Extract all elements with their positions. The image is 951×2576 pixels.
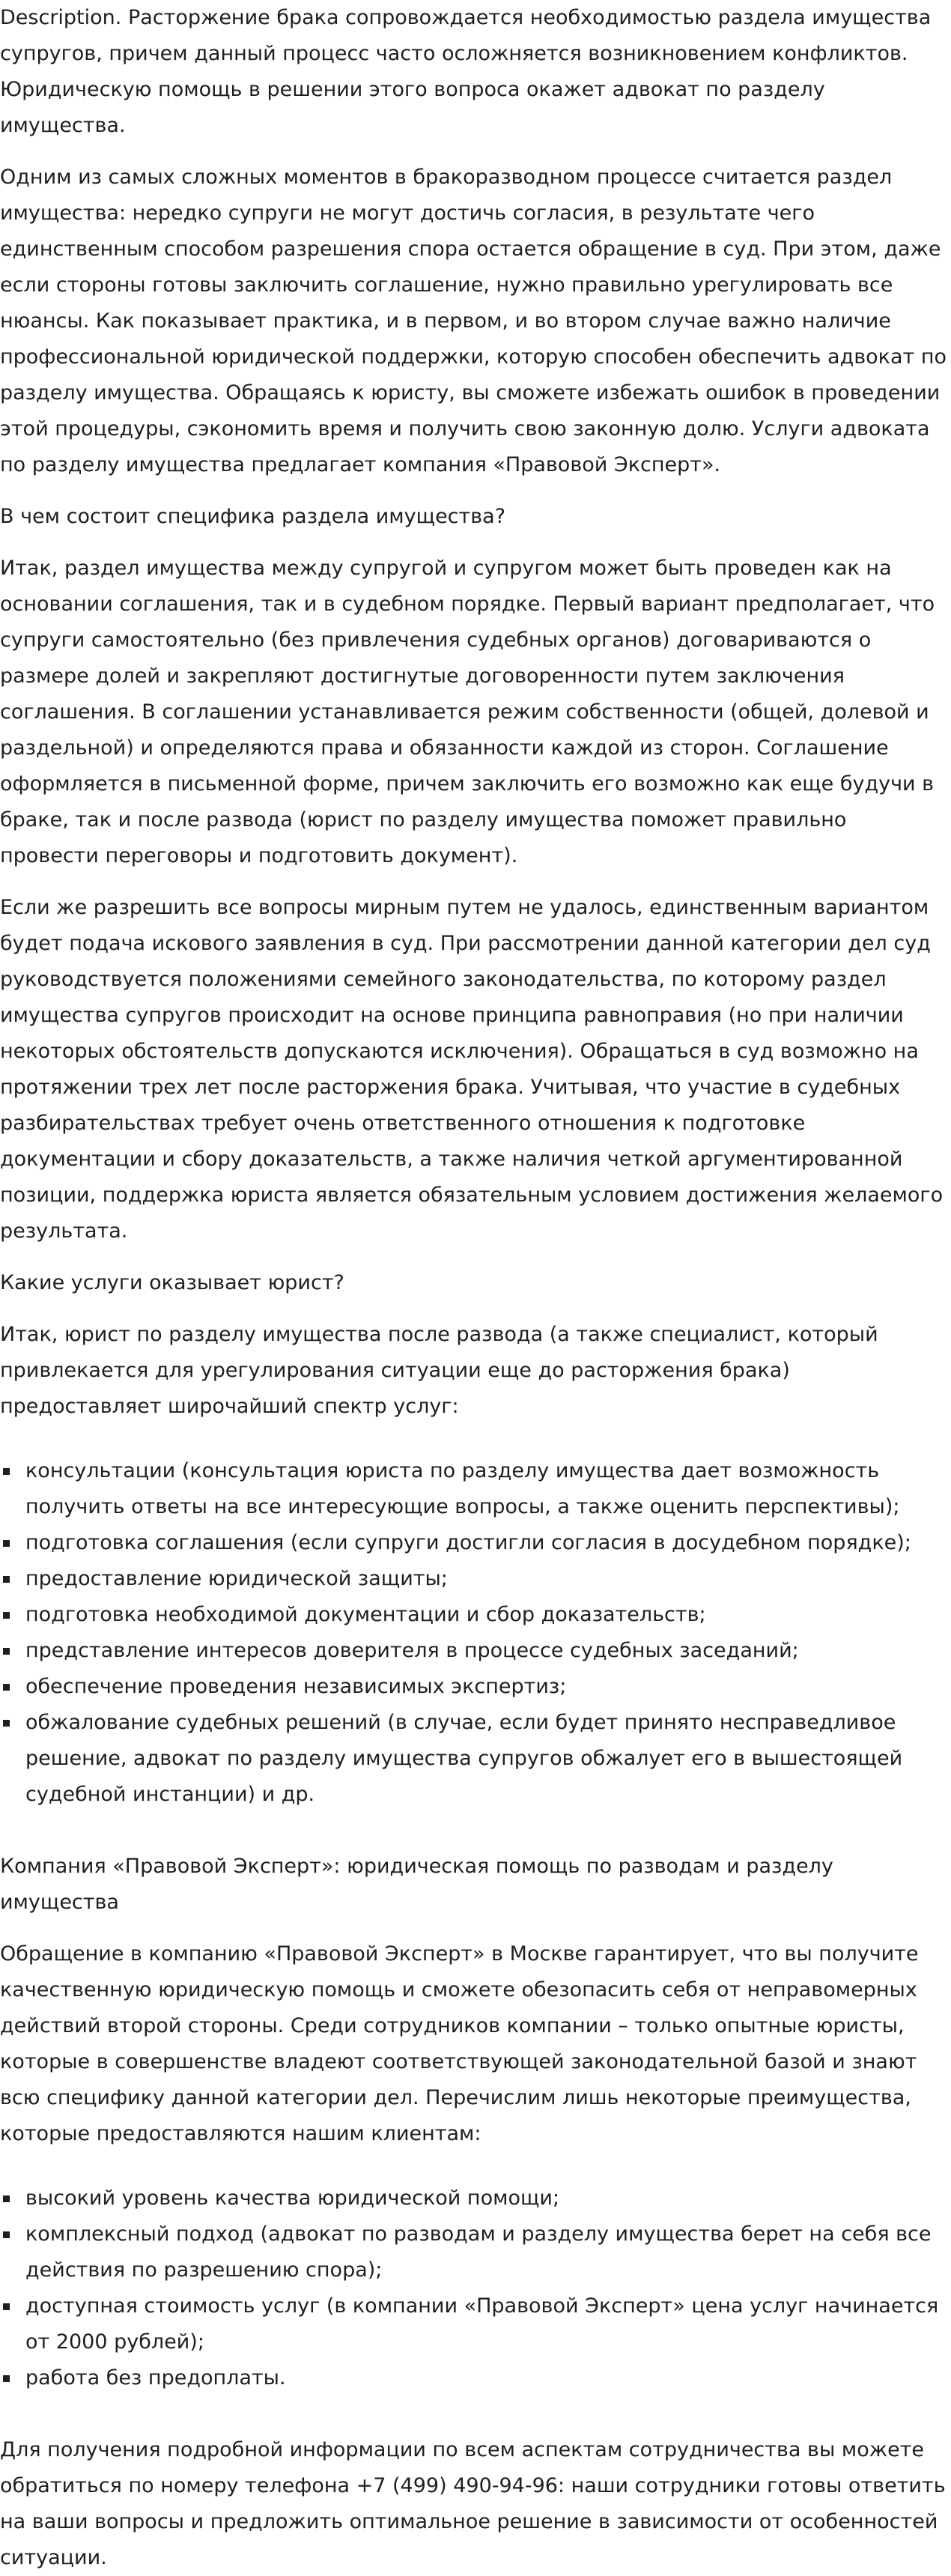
court-paragraph: Если же разрешить все вопросы мирным путем не удалось, единственным вариантом будет подача искового заявления в суд. При рассмотрении данной категории дел суд руководствуется положениями семейного законодательства, по которому раздел имущества супругов происходит на основе принципа равноправия (но при наличии некоторых обстоятельств допускаются исключения). Обращаться в суд возможно на протяжении трех лет после расторжения брака. Учитывая, что участие в судебных разбирательствах требует очень ответственного отношения к подготовке документации и сбору доказательств, а также наличия четкой аргументированной позиции, поддержка юриста является обязательным условием достижения желаемого результата. <box>0 896 944 1243</box>
list-item: обжалование судебных решений (в случае, если будет принято несправедливое решение, адвокат по разделу имущества супругов обжалует его в вышестоящей судебной инстанции) и др. <box>0 1705 951 1813</box>
list-item: консультации (консультация юриста по разделу имущества дает возможность получить ответы на все интересующие вопросы, а также оценить перспективы); <box>0 1453 951 1525</box>
contact-paragraph: Для получения подробной информации по всем аспектам сотрудничества вы можете обратиться по номеру телефона +7 (499) 490-94-96: наши сотрудники готовы ответить на ваши вопросы и предложить оптимальное решение в зависимости от особенностей ситуации. <box>0 2438 946 2569</box>
section-heading-specifics: В чем состоит специфика раздела имущества? <box>0 505 506 528</box>
section-heading-company: Компания «Правовой Эксперт»: юридическая помощь по разводам и разделу имущества <box>0 1855 833 1914</box>
agreement-paragraph: Итак, раздел имущества между супругой и супругом может быть проведен как на основании соглашения, так и в судебном порядке. Первый вариант предполагает, что супруги самостоятельно (без привлечения судебных органов) договариваются о размере долей и закрепляют достигнутые договоренности путем заключения соглашения. В соглашении устанавливается режим собственности (общей, долевой и раздельной) и определяются права и обязанности каждой из сторон. Соглашение оформляется в письменной форме, причем заключить его возможно как еще будучи в браке, так и после развода (юрист по разделу имущества поможет правильно провести переговоры и подготовить документ). <box>0 557 935 867</box>
advantages-list <box>0 2180 951 2396</box>
list-item: предоставление юридической защиты; <box>0 1561 951 1597</box>
services-intro-paragraph: Итак, юрист по разделу имущества после развода (а также специалист, который привлекается для урегулирования ситуации еще до расторжения брака) предоставляет широчайший спектр услуг: <box>0 1323 878 1418</box>
list-item: доступная стоимость услуг (в компании «Правовой Эксперт» цена услуг начинается от 2000 рублей); <box>0 2288 951 2360</box>
company-paragraph: Обращение в компанию «Правовой Эксперт» в Москве гарантирует, что вы получите качественную юридическую помощь и сможете обезопасить себя от неправомерных действий второй стороны. Среди сотрудников компании – только опытные юристы, которые в совершенстве владеют соответствующей законодательной базой и знают всю специфику данной категории дел. Перечислим лишь некоторые преимущества, которые предоставляются нашим клиентам: <box>0 1942 919 2145</box>
list-item: подготовка необходимой документации и сбор доказательств; <box>0 1597 951 1633</box>
description-paragraph: Description. Расторжение брака сопровождается необходимостью раздела имущества супругов, причем данный процесс часто осложняется возникновением конфликтов. Юридическую помощь в решении этого вопроса окажет адвокат по разделу имущества. <box>0 6 932 137</box>
list-item: работа без предоплаты. <box>0 2360 951 2396</box>
list-item: представление интересов доверителя в процессе судебных заседаний; <box>0 1633 951 1669</box>
list-item: комплексный подход (адвокат по разводам и разделу имущества берет на себя все действия по разрешению спора); <box>0 2216 951 2288</box>
section-heading-services: Какие услуги оказывает юрист? <box>0 1271 344 1294</box>
list-item: высокий уровень качества юридической помощи; <box>0 2180 951 2216</box>
list-item: обеспечение проведения независимых экспертиз; <box>0 1669 951 1705</box>
intro-paragraph: Одним из самых сложных моментов в бракоразводном процессе считается раздел имущества: нередко супруги не могут достичь согласия, в результате чего единственным способом разрешения спора остается обращение в суд. При этом, даже если стороны готовы заключить соглашение, нужно правильно урегулировать все нюансы. Как показывает практика, и в первом, и во втором случае важно наличие профессиональной юридической поддержки, которую способен обеспечить адвокат по разделу имущества. Обращаясь к юристу, вы сможете избежать ошибок в проведении этой процедуры, сэкономить время и получить свою законную долю. Услуги адвоката по разделу имущества предлагает компания «Правовой Эксперт». <box>0 166 947 476</box>
list-item: подготовка соглашения (если супруги достигли согласия в досудебном порядке); <box>0 1525 951 1561</box>
services-list <box>0 1453 951 1813</box>
